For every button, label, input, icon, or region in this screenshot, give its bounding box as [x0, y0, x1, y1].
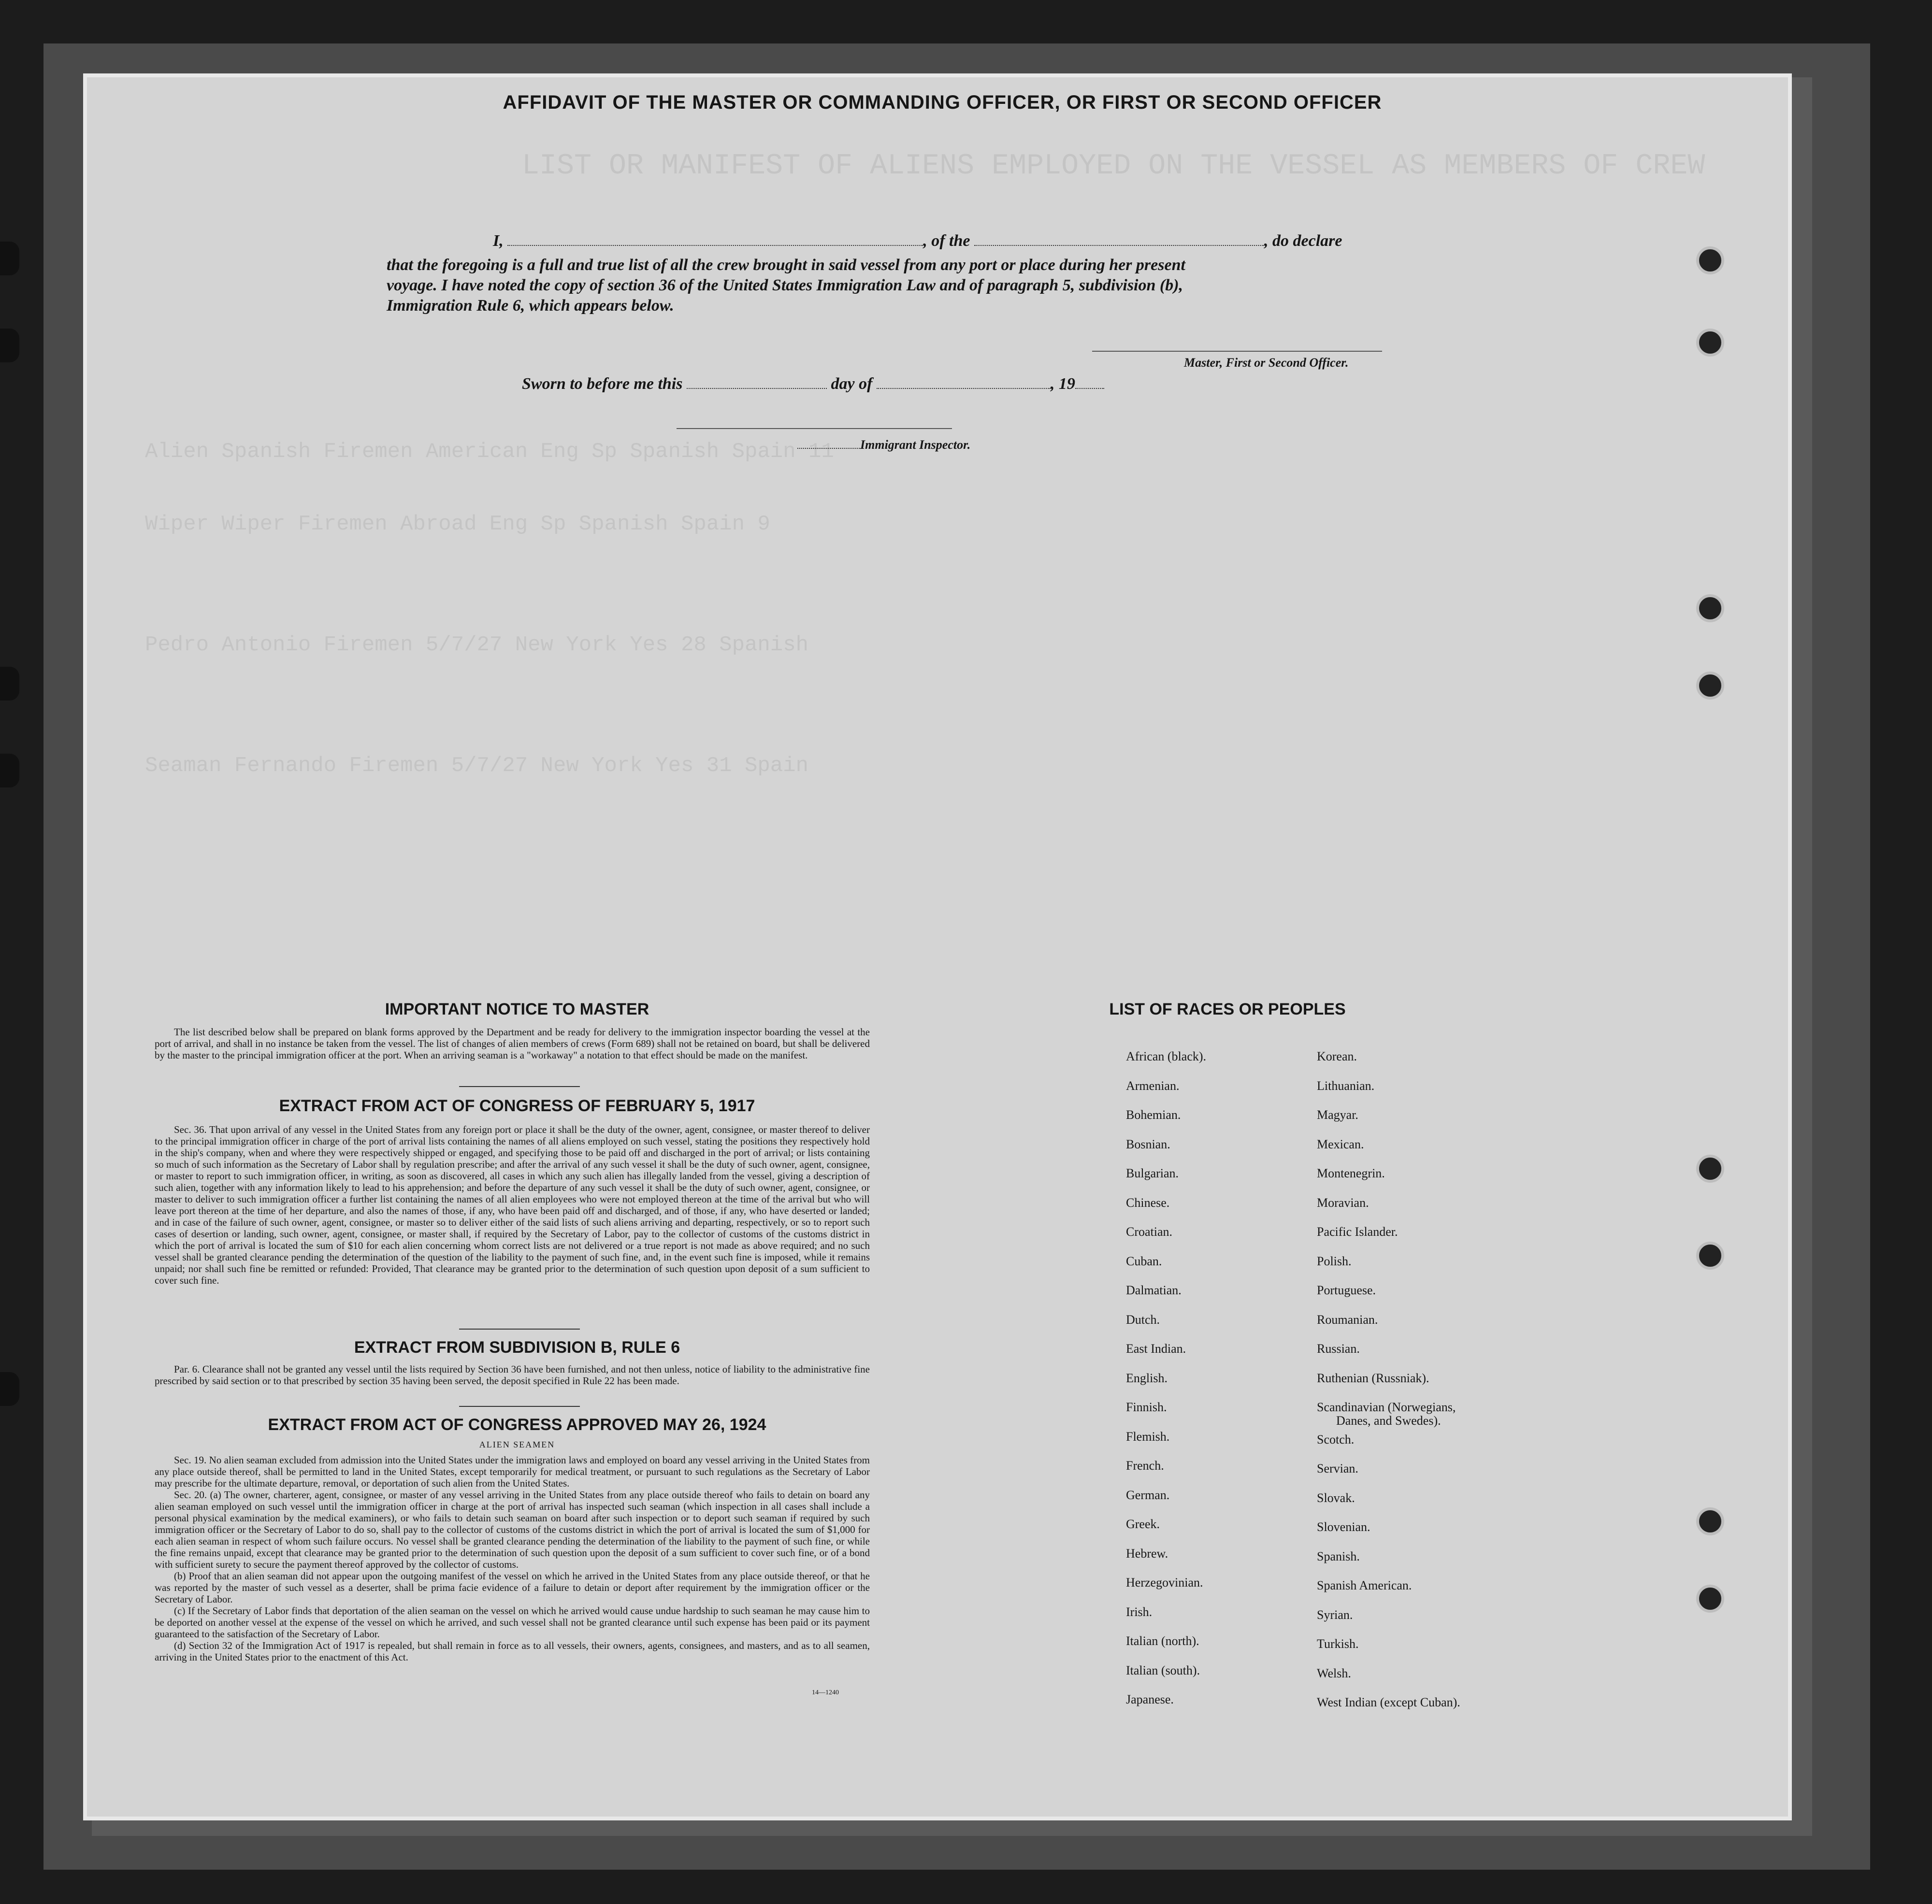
bleed-through-text: Alien Spanish Firemen American Eng Sp Spanish Spain 11 — [145, 440, 834, 464]
sworn-day-field[interactable] — [687, 388, 827, 389]
race-item: Bosnian. — [1126, 1137, 1170, 1151]
bleed-through-text: Wiper Wiper Firemen Abroad Eng Sp Spanish Spain 9 — [145, 512, 770, 536]
notice-title: IMPORTANT NOTICE TO MASTER — [385, 1000, 649, 1018]
race-item: Magyar. — [1317, 1108, 1358, 1122]
race-item: Flemish. — [1126, 1429, 1170, 1444]
race-item: Roumanian. — [1317, 1312, 1378, 1327]
race-item: Cuban. — [1126, 1254, 1162, 1268]
race-item: Syrian. — [1317, 1607, 1353, 1622]
sworn-day-of: day of — [831, 375, 873, 393]
race-item-continued: Danes, and Swedes). — [1336, 1414, 1441, 1428]
race-item: Welsh. — [1317, 1666, 1351, 1680]
inspector-field[interactable] — [797, 448, 860, 449]
master-signature-label: Master, First or Second Officer. — [1184, 356, 1349, 370]
affidavit-declare: , do declare — [1264, 232, 1342, 250]
race-item: Spanish American. — [1317, 1578, 1412, 1592]
race-item: Russian. — [1317, 1342, 1360, 1356]
punch-hole — [1696, 1585, 1724, 1613]
race-item: Polish. — [1317, 1254, 1352, 1268]
punch-hole — [1696, 1507, 1724, 1535]
race-item: Portuguese. — [1317, 1283, 1376, 1297]
affidavit-line-1 — [493, 232, 1342, 250]
act-1924-text: Sec. 19. No alien seaman excluded from admission into the United States under the immigration laws and employed on board any vessel arriving in the United States from any place outside thereof, shall be permitted to land in the United States, except temporarily for medical treatment, or pursuant to such regulations as the Secretary of Labor may prescribe for the ultimate departure, removal, or deportation of such alien from the United States. Sec. 20. (a) The owner, charterer, agent, consignee, or master of any vessel arriving in the United States from any place outside thereof who fails to detain on board any alien seaman employed on such vessel until the immigration officer in charge at the port of arrival has inspected such seaman (which inspection in all cases shall include a personal physical examination by the medical examiners), or who fails to detain such seaman on board after such inspection or to deport such seaman if required by such immigration officer or the Secretary of Labor to do so, shall pay to the collector of customs of the customs district in which the port of arrival is located the sum of $1,000 for each alien seaman in respect of whom such failure occurs. No vessel shall be granted clearance pending the determination of the liability to the payment of such fine, or while the fine remains unpaid, except that clearance may be granted prior to the determination of such question upon the deposit of a sum sufficient to cover such fine, or of a bond with sufficient surety to secure the payment thereof approved by the collector of customs. (b) Proof that an alien seaman did not appear upon the outgoing manifest of the vessel on which he arrived in the United States from any place outside thereof, or that he was reported by the master of such vessel as a deserter, shall be prima facie evidence of a failure to detain or deport after requirement by the immigration officer or the Secretary of Labor. (c) If the Secretary of Labor finds that deportation of the alien seaman on the vessel on which he arrived would cause undue hardship to such seaman he may cause him to be deported on another vessel at the expense of the vessel on which he arrived, and such vessel shall not be granted clearance until such expense has been paid or its payment guaranteed to the satisfaction of the Secretary of Labor. (d) Section 32 of the Immigration Act of 1917 is repealed, but shall remain in force as to all vessels, their owners, agents, consignees, and masters, and as to all seamen, arriving in the United States prior to the enactment of this Act. — [155, 1454, 870, 1663]
affidavit-of-the: , of the — [923, 232, 970, 250]
race-item: Pacific Islander. — [1317, 1225, 1398, 1239]
rule-6-text: Par. 6. Clearance shall not be granted any vessel until the lists required by Section 36 have been furnished, and not then unless, notice of liability to the administrative fine prescribed by said section or to that prescribed by section 35 having been served, the deposit specified in Rule 22 has been made. — [155, 1363, 870, 1387]
race-item: West Indian (except Cuban). — [1317, 1695, 1460, 1709]
race-item: English. — [1126, 1371, 1168, 1385]
sworn-month-field[interactable] — [877, 388, 1051, 389]
race-item: Spanish. — [1317, 1549, 1360, 1563]
inspector-label: Immigrant Inspector. — [860, 438, 971, 452]
race-item: Finnish. — [1126, 1400, 1167, 1414]
race-item: Dalmatian. — [1126, 1283, 1182, 1297]
divider — [459, 1329, 580, 1330]
inspector-signature-line[interactable] — [677, 428, 952, 429]
act-1924-title: EXTRACT FROM ACT OF CONGRESS APPROVED MAY 26, 1924 — [268, 1416, 766, 1434]
affidavit-title: AFFIDAVIT OF THE MASTER OR COMMANDING OFFICER, OR FIRST OR SECOND OFFICER — [503, 92, 1382, 113]
race-item: African (black). — [1126, 1049, 1207, 1063]
affidavit-line-4: Immigration Rule 6, which appears below. — [387, 297, 674, 315]
race-item: Moravian. — [1317, 1195, 1369, 1210]
master-signature-line[interactable] — [1092, 351, 1382, 352]
race-item: Turkish. — [1317, 1637, 1359, 1651]
affidavit-line-3: voyage. I have noted the copy of section 36 of the United States Immigration Law and of paragraph 5, subdivision (b), — [387, 276, 1183, 294]
punch-hole — [1696, 594, 1724, 622]
act-1917-title: EXTRACT FROM ACT OF CONGRESS OF FEBRUARY 5, 1917 — [279, 1097, 755, 1115]
race-item: French. — [1126, 1459, 1164, 1473]
race-item: Herzegovinian. — [1126, 1575, 1203, 1589]
sworn-year-field[interactable] — [1075, 388, 1104, 389]
rule-6-title: EXTRACT FROM SUBDIVISION B, RULE 6 — [354, 1338, 680, 1357]
race-item: German. — [1126, 1488, 1170, 1502]
bleed-through-text: Seaman Fernando Firemen 5/7/27 New York Yes 31 Spain — [145, 754, 809, 778]
punch-hole — [1696, 1242, 1724, 1270]
race-item: Korean. — [1317, 1049, 1357, 1063]
punch-hole — [1696, 672, 1724, 700]
race-item: Mexican. — [1317, 1137, 1364, 1151]
race-item: Armenian. — [1126, 1078, 1180, 1093]
race-item: Slovenian. — [1317, 1520, 1370, 1534]
race-item: Irish. — [1126, 1604, 1153, 1619]
name-field[interactable] — [507, 245, 923, 246]
affidavit-i: I, — [493, 232, 504, 250]
binder-tab — [0, 329, 19, 362]
race-item: Greek. — [1126, 1517, 1160, 1531]
sworn-year: , 19 — [1050, 375, 1075, 393]
sworn-line — [522, 375, 1104, 393]
race-item: Japanese. — [1126, 1692, 1174, 1706]
race-item: Dutch. — [1126, 1312, 1160, 1327]
race-item: Scandinavian (Norwegians, — [1317, 1400, 1456, 1414]
form-code: 14—1240 — [812, 1689, 839, 1696]
inspector-signature-label — [797, 438, 970, 452]
punch-hole — [1696, 246, 1724, 274]
race-item: Scotch. — [1317, 1432, 1355, 1446]
act-1917-text: Sec. 36. That upon arrival of any vessel in the United States from any foreign port or place it shall be the duty of the owner, agent, consignee, or master thereof to deliver to the principal immigration officer in charge of the port of arrival lists containing the names of all aliens employed on such vessel, stating the positions they respectively hold in the ship's company, when and where they were respectively shipped or engaged, and specifying those to be paid off and discharged in the port of arrival; or lists containing so much of such information as the Secretary of Labor shall by regulation prescribe; and after the arrival of any such vessel it shall be the duty of such owner, agent, consignee, or master to report to such immigration officer, in writing, as soon as discovered, all cases in which any such alien has illegally landed from the vessel, giving a description of such alien, together with any information likely to lead to his apprehension; and before the departure of any such vessel it shall be the duty of such owner, agent, consignee, or master to deliver to such immigration officer a further list containing the names of all alien employees who were not employed thereon at the time of the arrival but who will leave port thereon at the time of her departure, and also the names of those, if any, who have been paid off and discharged, and of those, if any, who have deserted or landed; and in case of the failure of such owner, agent, consignee, or master so to deliver either of the said lists of such aliens arriving and departing, respectively, or so to report such cases of desertion or landing, such owner, agent, consignee, or master shall, if required by the Secretary of Labor, pay to the collector of customs of the customs district in which the port of arrival is located the sum of $10 for each alien concerning whom correct lists are not delivered or a true report is not made as above required; and no such vessel shall be granted clearance pending the determination of the question of the liability to the payment of such fine, and, in the event such fine is imposed, while it remains unpaid; nor shall such fine be remitted or refunded: Provided, That clearance may be granted prior to the determination of such question upon deposit of a sum sufficient to cover such fine. — [155, 1124, 870, 1286]
binder-tab — [0, 754, 19, 787]
races-title: LIST OF RACES OR PEOPLES — [1109, 1000, 1346, 1018]
race-item: Ruthenian (Russniak). — [1317, 1371, 1429, 1385]
affidavit-line-2: that the foregoing is a full and true list of all the crew brought in said vessel from any port or place during her present — [387, 256, 1185, 274]
race-item: Montenegrin. — [1317, 1166, 1385, 1180]
binder-tab — [0, 1372, 19, 1406]
punch-hole — [1696, 1155, 1724, 1183]
bleed-through-text: LIST OR MANIFEST OF ALIENS EMPLOYED ON THE VESSEL AS MEMBERS OF CREW — [522, 150, 1705, 183]
sworn-label: Sworn to before me this — [522, 375, 683, 393]
race-item: Bohemian. — [1126, 1108, 1181, 1122]
binder-tab — [0, 667, 19, 701]
race-item: Croatian. — [1126, 1225, 1173, 1239]
vessel-field[interactable] — [974, 245, 1264, 246]
race-item: East Indian. — [1126, 1342, 1186, 1356]
race-item: Slovak. — [1317, 1490, 1355, 1505]
race-item: Bulgarian. — [1126, 1166, 1179, 1180]
punch-hole — [1696, 329, 1724, 357]
bleed-through-text: Pedro Antonio Firemen 5/7/27 New York Yes 28 Spanish — [145, 633, 809, 657]
race-item: Lithuanian. — [1317, 1078, 1375, 1093]
notice-text: The list described below shall be prepared on blank forms approved by the Department and be ready for delivery to the immigration inspector boarding the vessel at the port of arrival, and shall in no instance be taken from the vessel. The list of changes of alien members of crews (Form 689) shall not be retained on board, but shall be delivered by the master to the principal immigration officer at the port. When an arriving seaman is a "workaway" a notation to that effect should be made on the manifest. — [155, 1026, 870, 1061]
act-1924-subtitle: ALIEN SEAMEN — [479, 1440, 555, 1449]
divider — [459, 1086, 580, 1087]
race-item: Hebrew. — [1126, 1546, 1168, 1560]
binder-tab — [0, 242, 19, 275]
race-item: Servian. — [1317, 1461, 1358, 1475]
divider — [459, 1406, 580, 1407]
race-item: Italian (north). — [1126, 1634, 1199, 1648]
race-item: Italian (south). — [1126, 1663, 1200, 1677]
race-item: Chinese. — [1126, 1195, 1170, 1210]
